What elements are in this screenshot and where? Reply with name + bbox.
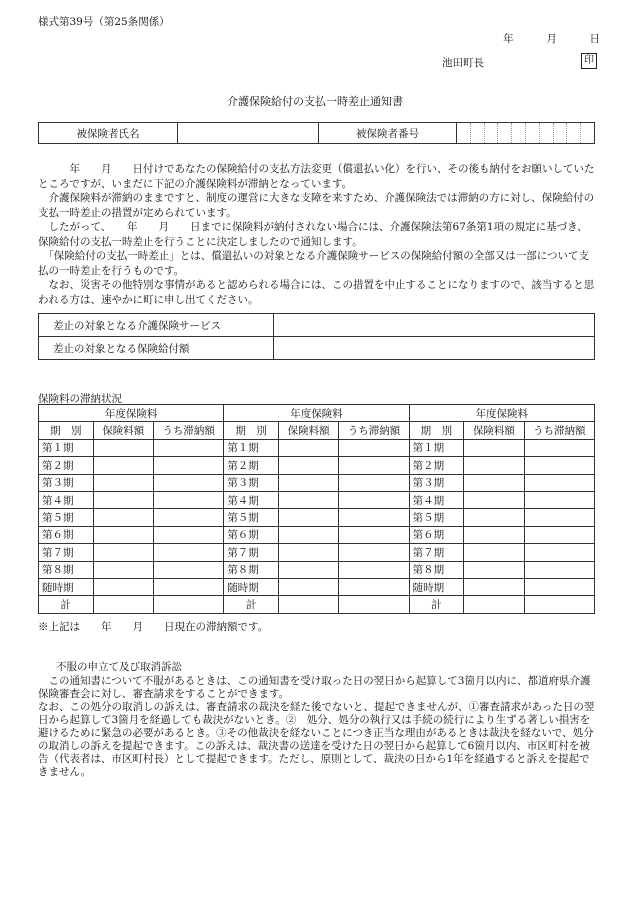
body-paragraph: 介護保険料が滞納のままですと、制度の運営に大きな支障を来すため、介護保険法では滞納の方に対し、保険給付の支払一時差止の措置が定められています。: [38, 192, 595, 219]
premium-amount-cell: [464, 457, 524, 474]
arrears-table: [38, 404, 595, 614]
overdue-amount-cell: [524, 544, 594, 561]
suspension-target-table: [38, 313, 595, 360]
overdue-amount-cell: [154, 474, 224, 491]
insured-number-value: [457, 123, 595, 144]
target-amount-label: 差止の対象となる保険給付額: [39, 337, 274, 360]
period-cell: 第２期: [39, 457, 94, 474]
overdue-amount-cell: [524, 457, 594, 474]
arrears-year-header-row: [39, 405, 595, 422]
overdue-amount-cell: [524, 491, 594, 508]
period-cell: 第４期: [39, 491, 94, 508]
premium-amount-cell: [464, 491, 524, 508]
premium-amount-cell: [93, 491, 153, 508]
period-cell: 第６期: [39, 526, 94, 543]
overdue-amount-cell: [154, 457, 224, 474]
table-row: [39, 509, 595, 526]
period-cell: 第３期: [224, 474, 279, 491]
overdue-amount-header: うち滞納額: [339, 422, 409, 439]
overdue-amount-cell: [339, 596, 409, 613]
seal-mark: 印: [581, 53, 597, 69]
arrears-note: ※上記は 年 月 日現在の滞納額です。: [38, 621, 269, 633]
period-cell: 第７期: [39, 544, 94, 561]
year-premium-header: 年度保険料: [224, 405, 409, 422]
period-cell: 第５期: [39, 509, 94, 526]
period-header: 期 別: [409, 422, 464, 439]
premium-amount-cell: [464, 509, 524, 526]
table-row: [39, 544, 595, 561]
appeal-title: 不服の申立て及び取消訴訟: [56, 661, 182, 673]
period-cell: 計: [409, 596, 464, 613]
overdue-amount-cell: [339, 544, 409, 561]
insured-info-table: [38, 122, 595, 144]
period-cell: 第８期: [224, 561, 279, 578]
premium-amount-cell: [464, 439, 524, 456]
period-header: 期 別: [224, 422, 279, 439]
premium-amount-cell: [278, 544, 338, 561]
insured-name-label: 被保険者氏名: [39, 123, 178, 144]
premium-amount-cell: [93, 578, 153, 595]
period-cell: 第８期: [409, 561, 464, 578]
premium-amount-cell: [278, 561, 338, 578]
issue-date: [503, 31, 600, 46]
insured-name-value: [178, 123, 319, 144]
premium-amount-cell: [464, 474, 524, 491]
overdue-amount-cell: [154, 439, 224, 456]
overdue-amount-cell: [154, 509, 224, 526]
year-premium-header: 年度保険料: [39, 405, 224, 422]
premium-amount-cell: [464, 526, 524, 543]
premium-amount-cell: [93, 439, 153, 456]
period-cell: 第７期: [224, 544, 279, 561]
overdue-amount-cell: [524, 474, 594, 491]
overdue-amount-cell: [339, 457, 409, 474]
arrears-title: 保険料の滞納状況: [38, 393, 122, 405]
appeal-text: [38, 675, 598, 779]
body-paragraph: 「保険給付の支払一時差止」とは、償還払いの対象となる介護保険サービスの保険給付額の全部又は一部について支払の一時差止を行うものです。: [38, 250, 590, 277]
period-cell: 第５期: [224, 509, 279, 526]
issuer-chief: 池田町長: [442, 57, 484, 69]
period-cell: 第２期: [224, 457, 279, 474]
period-cell: 第１期: [224, 439, 279, 456]
premium-amount-cell: [278, 509, 338, 526]
period-cell: 計: [224, 596, 279, 613]
premium-amount-cell: [93, 474, 153, 491]
table-row: [39, 561, 595, 578]
period-cell: 第７期: [409, 544, 464, 561]
body-paragraph: なお、災害その他特別な事情があると認められる場合には、この措置を中止することになりますので、該当すると思われる方は、速やかに町に申し出てください。: [38, 279, 595, 306]
overdue-amount-cell: [154, 578, 224, 595]
premium-amount-cell: [93, 596, 153, 613]
period-cell: 第５期: [409, 509, 464, 526]
period-cell: 第１期: [39, 439, 94, 456]
overdue-amount-cell: [524, 526, 594, 543]
year-premium-header: 年度保険料: [409, 405, 594, 422]
overdue-amount-cell: [524, 596, 594, 613]
period-cell: 第６期: [224, 526, 279, 543]
document-title: 介護保険給付の支払一時差止通知書: [227, 95, 403, 108]
table-row: [39, 578, 595, 595]
overdue-amount-cell: [524, 578, 594, 595]
overdue-amount-cell: [339, 578, 409, 595]
overdue-amount-header: うち滞納額: [154, 422, 224, 439]
target-amount-value: [274, 337, 595, 360]
premium-amount-header: 保険料額: [93, 422, 153, 439]
premium-amount-cell: [278, 526, 338, 543]
body-paragraph: 年 月 日付けであなたの保険給付の支払方法変更（償還払い化）を行い、その後も納付をお願いしていたところですが、いまだに下記の介護保険料が滞納となっています。: [38, 163, 595, 190]
date-year: 年: [503, 33, 514, 45]
overdue-amount-cell: [154, 491, 224, 508]
period-cell: 第８期: [39, 561, 94, 578]
table-row: [39, 596, 595, 613]
period-cell: 第４期: [409, 491, 464, 508]
premium-amount-header: 保険料額: [464, 422, 524, 439]
period-header: 期 別: [39, 422, 94, 439]
body-paragraph: したがって、 年 月 日までに保険料が納付されない場合には、介護保険法第67条第1項の規定に基づき、保険給付の支払一時差止を行うことに決定しましたので通知します。: [38, 221, 588, 248]
overdue-amount-cell: [154, 544, 224, 561]
overdue-amount-header: うち滞納額: [524, 422, 594, 439]
premium-amount-cell: [278, 457, 338, 474]
overdue-amount-cell: [154, 561, 224, 578]
premium-amount-cell: [464, 596, 524, 613]
period-cell: 第３期: [409, 474, 464, 491]
table-row: [39, 526, 595, 543]
notice-body: [38, 162, 598, 307]
insured-number-label: 被保険者番号: [319, 123, 457, 144]
overdue-amount-cell: [339, 526, 409, 543]
period-cell: 随時期: [39, 578, 94, 595]
period-cell: 計: [39, 596, 94, 613]
period-cell: 随時期: [224, 578, 279, 595]
period-cell: 随時期: [409, 578, 464, 595]
overdue-amount-cell: [524, 439, 594, 456]
appeal-paragraph: なお、この処分の取消しの訴えは、審査請求の裁決を経た後でないと、提起できませんが、①審査請求があった日の翌日から起算して3箇月を経過しても裁決がないとき。② 処分、処分の執行又は手続の続行により生ずる著しい損害を避けるために緊急の必要があるとき。③その他裁決を経ないことにつき正当な理由があるときは裁決を経ないで、処分の取消しの訴えを提起できます。この訴えは、裁決書の送達を受けた日の翌日から起算して6箇月以内、市区町村を被告（代表者は、市区町村長）として提起できます。ただし、原則として、裁決の日から1年を経過すると訴えを提起できません。: [38, 701, 595, 778]
form-number: 様式第39号（第25条関係）: [38, 16, 170, 28]
target-service-value: [274, 314, 595, 337]
overdue-amount-cell: [154, 526, 224, 543]
table-row: [39, 491, 595, 508]
premium-amount-cell: [93, 544, 153, 561]
overdue-amount-cell: [524, 561, 594, 578]
overdue-amount-cell: [339, 561, 409, 578]
premium-amount-cell: [278, 491, 338, 508]
period-cell: 第２期: [409, 457, 464, 474]
premium-amount-cell: [464, 578, 524, 595]
premium-amount-cell: [93, 526, 153, 543]
overdue-amount-cell: [339, 439, 409, 456]
overdue-amount-cell: [154, 596, 224, 613]
premium-amount-cell: [278, 578, 338, 595]
premium-amount-cell: [278, 596, 338, 613]
table-row: [39, 457, 595, 474]
premium-amount-cell: [464, 561, 524, 578]
date-month: 月: [546, 33, 557, 45]
premium-amount-cell: [278, 474, 338, 491]
overdue-amount-cell: [339, 474, 409, 491]
overdue-amount-cell: [339, 491, 409, 508]
premium-amount-header: 保険料額: [278, 422, 338, 439]
table-row: [39, 439, 595, 456]
premium-amount-cell: [93, 561, 153, 578]
arrears-column-header-row: [39, 422, 595, 439]
overdue-amount-cell: [339, 509, 409, 526]
overdue-amount-cell: [524, 509, 594, 526]
premium-amount-cell: [93, 457, 153, 474]
premium-amount-cell: [278, 439, 338, 456]
table-row: [39, 474, 595, 491]
period-cell: 第１期: [409, 439, 464, 456]
appeal-paragraph: この通知書について不服があるときは、この通知書を受け取った日の翌日から起算して3箇月以内に、都道府県介護保険審査会に対し、審査請求をすることができます。: [38, 675, 591, 700]
target-service-label: 差止の対象となる介護保険サービス: [39, 314, 274, 337]
period-cell: 第４期: [224, 491, 279, 508]
period-cell: 第３期: [39, 474, 94, 491]
period-cell: 第６期: [409, 526, 464, 543]
premium-amount-cell: [93, 509, 153, 526]
premium-amount-cell: [464, 544, 524, 561]
date-day: 日: [589, 33, 600, 45]
